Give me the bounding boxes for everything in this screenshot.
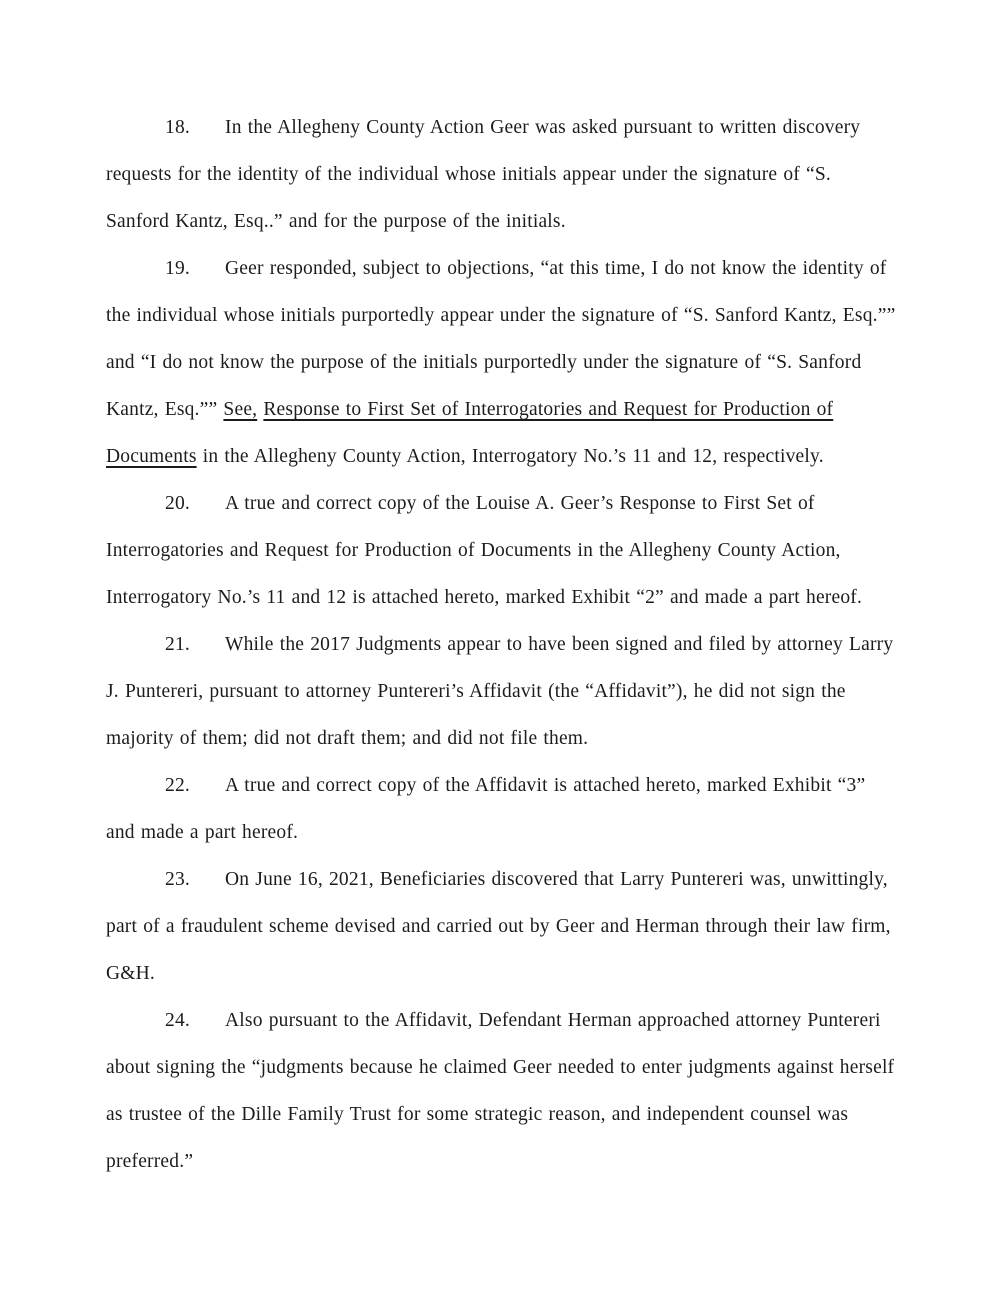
paragraph-number: 18.: [165, 117, 190, 138]
paragraph-text: In the Allegheny County Action Geer was asked pursuant to written discovery requests for the identity of the individual whose initials appear under the signature of “S. Sanford Kantz, Esq..” and for the purpose of the initials.: [106, 117, 861, 232]
paragraph-text: Also pursuant to the Affidavit, Defendant Herman approached attorney Puntereri about signing the “judgments because he claimed Geer needed to enter judgments against herself as trustee of the Dille Family Trust for some strategic reason, and independent counsel was preferred.”: [106, 1010, 895, 1172]
paragraph-number: 21.: [165, 634, 190, 655]
paragraph-text: in the Allegheny County Action, Interrogatory No.’s 11 and 12, respectively.: [196, 446, 824, 467]
paragraph-text: While the 2017 Judgments appear to have been signed and filed by attorney Larry J. Puntereri, pursuant to attorney Puntereri’s Affidavit (the “Affidavit”), he did not sign the majority of them; did not draft them; and did not file them.: [106, 634, 894, 749]
paragraph-23: [106, 856, 896, 997]
paragraph-number: 19.: [165, 258, 190, 279]
paragraph-text: A true and correct copy of the Affidavit is attached hereto, marked Exhibit “3” and made a part hereof.: [106, 775, 866, 843]
underlined-citation-text: See,: [223, 399, 258, 420]
paragraph-number: 20.: [165, 493, 190, 514]
paragraph-number: 23.: [165, 869, 190, 890]
paragraph-22: [106, 762, 896, 856]
paragraph-18: [106, 104, 896, 245]
document-body: [106, 104, 896, 1185]
paragraph-text: Geer responded, subject to objections, “at this time, I do not know the identity of the individual whose initials purportedly appear under the signature of “S. Sanford Kantz, Esq.”” and “I do not know the purpose of the initials purportedly under the signature of “S. Sanford Kantz, Esq.””: [106, 258, 896, 420]
paragraph-text: On June 16, 2021, Beneficiaries discovered that Larry Puntereri was, unwittingly, part of a fraudulent scheme devised and carried out by Geer and Herman through their law firm, G&H.: [106, 869, 891, 984]
paragraph-number: 22.: [165, 775, 190, 796]
paragraph-number: 24.: [165, 1010, 190, 1031]
paragraph-21: [106, 621, 896, 762]
paragraph-24: [106, 997, 896, 1185]
paragraph-19: [106, 245, 896, 480]
paragraph-text: A true and correct copy of the Louise A. Geer’s Response to First Set of Interrogatories and Request for Production of Documents in the Allegheny County Action, Interrogatory No.’s 11 and 12 is attached hereto, marked Exhibit “2” and made a part hereof.: [106, 493, 863, 608]
paragraph-20: [106, 480, 896, 621]
underlined-citation-text: Response to First Set of Interrogatories and Request for Production of Documents: [106, 399, 834, 467]
